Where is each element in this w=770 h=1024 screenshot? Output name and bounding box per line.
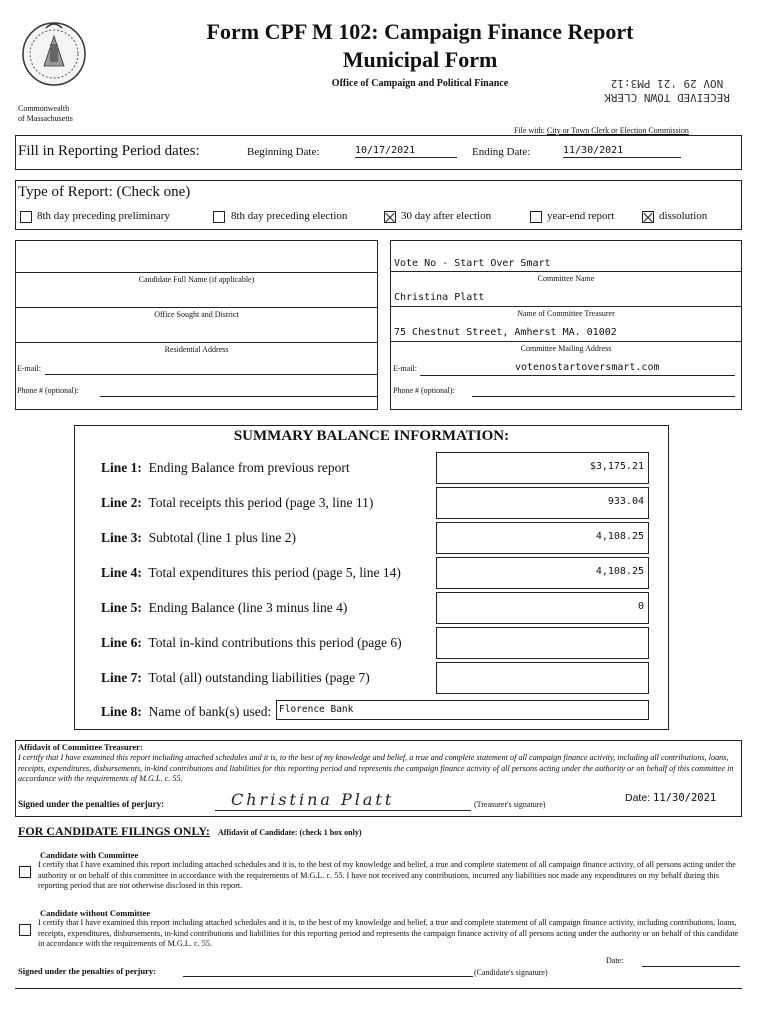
checkbox-candidate-without-committee[interactable] bbox=[19, 924, 31, 936]
seal-icon bbox=[18, 14, 90, 94]
line-4-value-field[interactable] bbox=[436, 557, 649, 589]
stamp-line1: RECEIVED TOWN CLERK bbox=[604, 91, 730, 104]
checkbox-candidate-with-committee[interactable] bbox=[19, 866, 31, 878]
option-label: dissolution bbox=[659, 210, 708, 222]
line-text: Total receipts this period (page 3, line 11) bbox=[148, 495, 374, 510]
seal-caption-line2: of Massachusetts bbox=[18, 114, 73, 123]
line-num: Line 4: bbox=[101, 565, 142, 580]
candidate-filings-title: FOR CANDIDATE FILINGS ONLY: bbox=[18, 824, 210, 838]
line-num: Line 5: bbox=[101, 600, 142, 615]
committee-name-field[interactable]: Vote No - Start Over Smart bbox=[394, 258, 551, 269]
bank-name-field[interactable] bbox=[276, 700, 649, 720]
line-value: 4,108.25 bbox=[595, 566, 644, 577]
line-num: Line 6: bbox=[101, 635, 142, 650]
treasurer-signature[interactable] bbox=[215, 788, 471, 811]
line-3-value-field[interactable] bbox=[436, 522, 649, 554]
line-num: Line 7: bbox=[101, 670, 142, 685]
committee-email-label: E-mail: bbox=[393, 364, 417, 373]
line-value: 933.04 bbox=[607, 496, 644, 507]
seal-caption-line1: Commonwealth bbox=[18, 104, 70, 113]
stamp-line2: NOV 29 '21 PM3:12 bbox=[610, 77, 724, 90]
candidate-signature-line[interactable] bbox=[183, 976, 473, 977]
residential-address-label: Residential Address bbox=[164, 345, 229, 354]
line-text: Ending Balance (line 3 minus line 4) bbox=[148, 600, 348, 615]
file-with bbox=[514, 126, 689, 135]
line-text: Total (all) outstanding liabilities (page 7) bbox=[148, 670, 370, 685]
line-text: Subtotal (line 1 plus line 2) bbox=[148, 530, 297, 545]
checkbox-dissolution[interactable] bbox=[642, 211, 654, 223]
line-num: Line 1: bbox=[101, 460, 142, 475]
line-1-value-field[interactable] bbox=[436, 452, 649, 484]
candidate-box bbox=[15, 240, 378, 410]
office-name: Office of Campaign and Political Finance bbox=[331, 78, 509, 89]
state-seal bbox=[18, 14, 90, 94]
beginning-date-label: Beginning Date: bbox=[247, 146, 320, 158]
committee-email-field[interactable]: votenostartoversmart.com bbox=[515, 362, 660, 373]
seal-caption bbox=[18, 104, 73, 124]
line-text: Name of bank(s) used: bbox=[148, 704, 272, 719]
title-line2: Municipal Form bbox=[342, 47, 498, 72]
office-sought-label: Office Sought and District bbox=[154, 310, 239, 319]
candidate-filings-header bbox=[18, 822, 362, 840]
line-6-value-field[interactable] bbox=[436, 627, 649, 659]
option-label: 8th day preceding preliminary bbox=[37, 210, 170, 222]
received-stamp bbox=[572, 76, 762, 104]
treasurer-label: Name of Committee Treasurer bbox=[517, 309, 615, 318]
committee-name-label: Committee Name bbox=[537, 274, 595, 283]
with-committee-text: I certify that I have examined this report including attached schedules and it is, to the best of my knowledge and belief, a true and complete statement of all campaign finance activity, of all persons acting under the authority or on behalf of this committee in accordance with the requirements of M.G.L. c. 55. I have not received any contributions, incurred any liabilities nor made any expenditures on my behalf during this reporting period that are not otherwise disclosed in this report. bbox=[38, 860, 736, 890]
ending-date-field[interactable]: 11/30/2021 bbox=[563, 145, 681, 158]
affidavit-signed-label: Signed under the penalties of perjury: bbox=[18, 799, 165, 809]
line-text: Total in-kind contributions this period (page 6) bbox=[148, 635, 402, 650]
committee-phone-label: Phone # (optional): bbox=[393, 386, 455, 395]
treasurer-sig-caption: (Treasurer's signature) bbox=[474, 800, 546, 809]
date-value[interactable]: 11/30/2021 bbox=[653, 792, 717, 804]
ending-date-label: Ending Date: bbox=[472, 146, 531, 158]
line-num: Line 2: bbox=[101, 495, 142, 510]
without-committee-text: I certify that I have examined this report including attached schedules and it is, to the best of my knowledge and belief, a true and complete statement of all campaign finance activity, including contributions, loans, receipts, expenditures, disbursements, in-kind contributions and liabilities for this reporting period and represents the campaign finance activity of all persons acting under the authority or on behalf of this candidate in accordance with the requirements of M.G.L. c. 55. bbox=[38, 918, 739, 948]
candidate-email-label: E-mail: bbox=[17, 364, 41, 373]
without-committee-title: Candidate without Committee bbox=[40, 908, 151, 918]
signature-text: Christina Platt bbox=[231, 790, 395, 809]
line-5-value-field[interactable] bbox=[436, 592, 649, 624]
committee-address-label: Committee Mailing Address bbox=[520, 344, 612, 353]
summary-title: SUMMARY BALANCE INFORMATION: bbox=[233, 428, 510, 444]
candidate-phone-label: Phone # (optional): bbox=[17, 386, 79, 395]
line-value: 0 bbox=[637, 601, 644, 612]
file-with-label: File with: bbox=[514, 126, 545, 135]
file-with-value: City or Town Clerk or Election Commission bbox=[546, 126, 689, 135]
line-7-value-field[interactable] bbox=[436, 662, 649, 694]
treasurer-name-field[interactable]: Christina Platt bbox=[394, 292, 485, 303]
line-text: Total expenditures this period (page 5, line 14) bbox=[148, 565, 401, 580]
candidate-signed-label: Signed under the penalties of perjury: bbox=[18, 966, 156, 976]
checkbox-8th-preliminary[interactable] bbox=[20, 211, 32, 223]
date-label: Date: bbox=[625, 792, 651, 804]
option-label: year-end report bbox=[547, 210, 615, 222]
checkbox-8th-election[interactable] bbox=[213, 211, 225, 223]
period-label: Fill in Reporting Period dates: bbox=[18, 143, 200, 159]
committee-address-field[interactable]: 75 Chestnut Street, Amherst MA. 01002 bbox=[394, 327, 617, 338]
checkbox-30-day[interactable] bbox=[384, 211, 396, 223]
line-num: Line 3: bbox=[101, 530, 142, 545]
report-type-label: Type of Report: (Check one) bbox=[18, 184, 191, 200]
affidavit-date bbox=[625, 792, 716, 804]
line-num: Line 8: bbox=[101, 704, 142, 719]
affidavit-title: Affidavit of Committee Treasurer: bbox=[18, 742, 143, 752]
line-value: 4,108.25 bbox=[595, 531, 644, 542]
candidate-date-line[interactable] bbox=[642, 966, 740, 967]
line-2-value-field[interactable] bbox=[436, 487, 649, 519]
title-line1: Form CPF M 102: Campaign Finance Report bbox=[206, 19, 634, 44]
affidavit-text: I certify that I have examined this report including attached schedules and it is, to the best of my knowledge and belief, a true and complete statement of all campaign finance activity, including all contributions, loans, receipts, expenditures, disbursements, in-kind contributions and liabilities for this reporting period and represents the campaign finance activity of all persons acting under the authority or on behalf of this committee in accordance with the requirements of M.G.L. c. 55. bbox=[18, 753, 734, 783]
line-text: Ending Balance from previous report bbox=[148, 460, 350, 475]
form-title bbox=[180, 18, 660, 74]
candidate-filings-subtitle: Affidavit of Candidate: (check 1 box only) bbox=[217, 828, 362, 837]
option-label: 8th day preceding election bbox=[231, 210, 348, 222]
candidate-sig-caption: (Candidate's signature) bbox=[474, 968, 548, 977]
with-committee-title: Candidate with Committee bbox=[40, 850, 139, 860]
bank-name-value: Florence Bank bbox=[279, 704, 354, 715]
option-label: 30 day after election bbox=[401, 210, 492, 222]
checkbox-year-end[interactable] bbox=[530, 211, 542, 223]
line-value: $3,175.21 bbox=[589, 461, 644, 472]
beginning-date-field[interactable]: 10/17/2021 bbox=[355, 145, 457, 158]
candidate-date-label: Date: bbox=[606, 956, 624, 965]
candidate-name-label: Candidate Full Name (if applicable) bbox=[138, 275, 255, 284]
